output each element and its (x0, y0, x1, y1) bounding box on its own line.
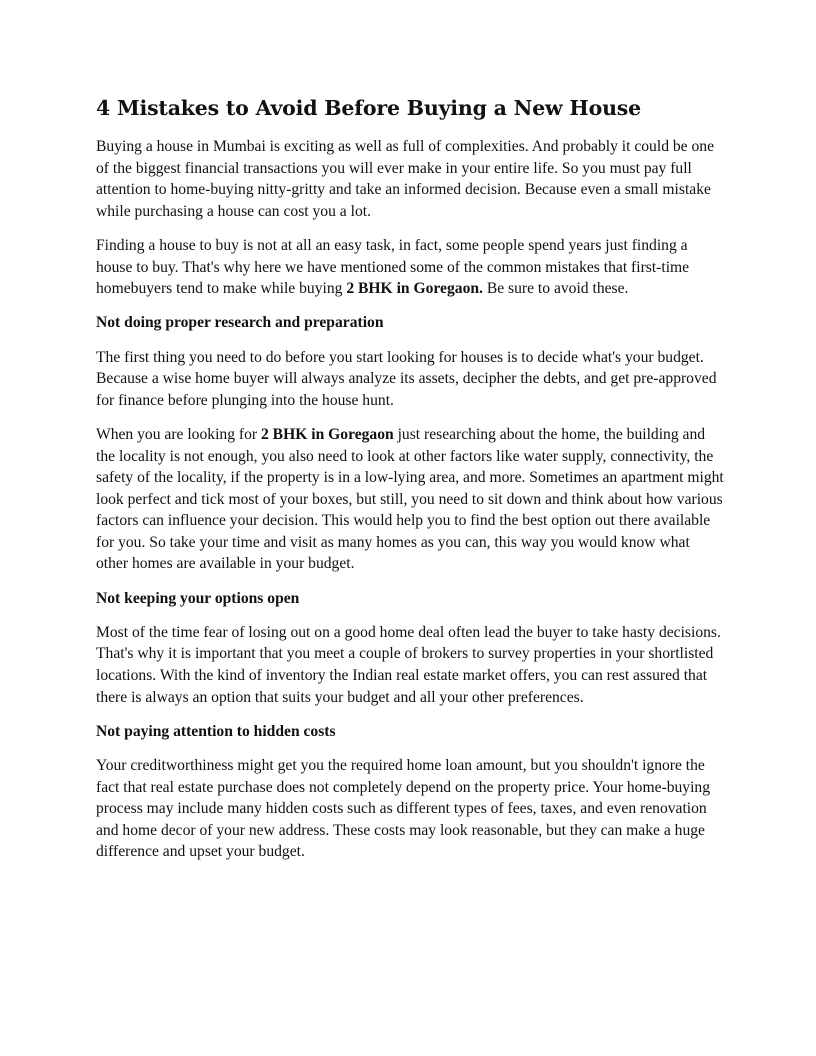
hidden-costs-paragraph-1: Your creditworthiness might get you the required home loan amount, but you shouldn't ignore the fact that real estate purchase does not completely depend on the property price. Your home-buying process may include many hidden costs such as different types of fees, taxes, and even renovation and home decor of your new address. These costs may look reasonable, but they can make a huge difference and upset your budget. (96, 757, 711, 861)
research-paragraph-1: The first thing you need to do before you start looking for houses is to decide what's your budget. Because a wise home buyer will always analyze its assets, decipher the debts, and get pre-approved for finance before plunging into the house hunt. (96, 348, 717, 409)
document-page (96, 92, 724, 876)
intro-paragraph-2-text-before: Finding a house to buy is not at all an easy task, in fact, some people spend years just finding a house to buy. That's why here we have mentioned some of the common mistakes that first-time homebuyers tend to make while buying (96, 236, 690, 298)
research-keyword-2bhk-goregaon: 2 BHK in Goregaon (260, 425, 394, 443)
section-heading-options: Not keeping your options open (96, 589, 300, 607)
intro-paragraph-1: Buying a house in Mumbai is exciting as well as full of complexities. And probably it could be one of the biggest financial transactions you will ever make in your entire life. So you must pay full attention to home-buying nitty-gritty and take an informed decision. Because even a small mistake while purchasing a house can cost you a lot. (96, 138, 715, 220)
intro-keyword-2bhk-goregaon: 2 BHK in Goregaon. (346, 280, 483, 298)
intro-paragraph-2-text-after: Be sure to avoid these. (482, 280, 629, 298)
research-paragraph-2 (96, 424, 724, 575)
options-paragraph-1: Most of the time fear of losing out on a good home deal often lead the buyer to take hasty decisions. That's why it is important that you meet a couple of brokers to survey properties in your shortlisted locations. With the kind of inventory the Indian real estate market offers, you can rest assured that there is always an option that suits your budget and all your other preferences. (96, 623, 721, 706)
section-heading-research: Not doing proper research and preparation (96, 314, 384, 332)
intro-paragraph-2 (96, 235, 724, 300)
research-paragraph-2-text-after: just researching about the home, the building and the locality is not enough, you also need to look at other factors like water supply, connectivity, the safety of the locality, if the property is in a low-lying area, and more. Sometimes an apartment might look perfect and tick most of your boxes, but still, you need to sit down and think about how various factors can influence your decision. This would help you to find the best option out there available for you. So take your time and visit as many homes as you can, this way you would know what other homes are available in your budget. (96, 425, 724, 573)
section-heading-hidden-costs: Not paying attention to hidden costs (96, 722, 336, 740)
research-paragraph-2-text-before: When you are looking for (96, 425, 261, 443)
document-title: 4 Mistakes to Avoid Before Buying a New House (96, 96, 641, 120)
